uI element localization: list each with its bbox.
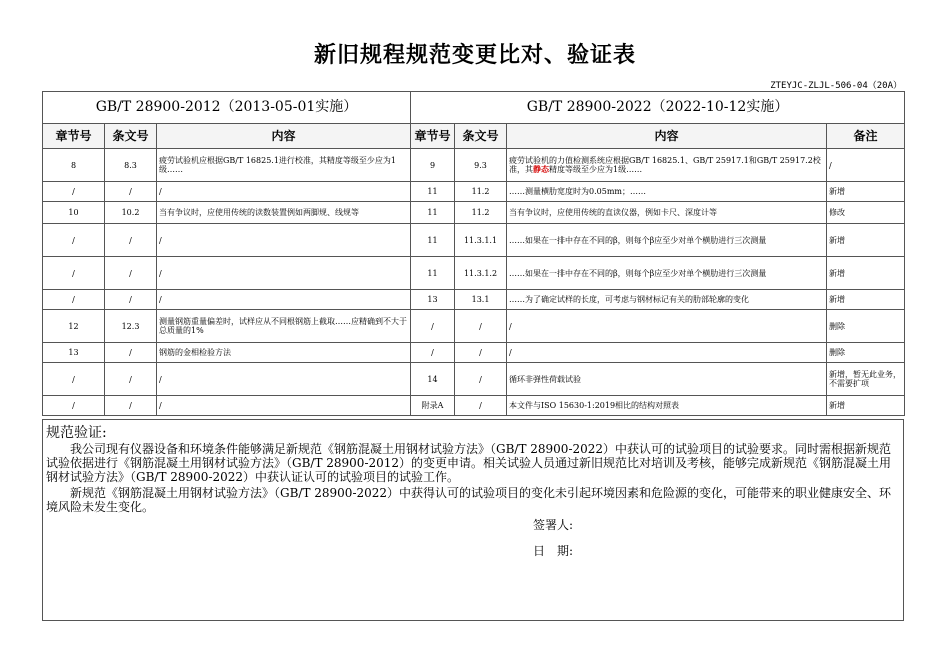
remark: 新增 — [827, 224, 905, 257]
old-chapter: / — [43, 396, 105, 416]
new-clause: 9.3 — [455, 149, 507, 182]
table-row — [43, 224, 905, 257]
old-clause: / — [105, 224, 157, 257]
old-chapter: / — [43, 224, 105, 257]
new-chapter: 11 — [411, 182, 455, 202]
old-chapter: 8 — [43, 149, 105, 182]
page-title: 新旧规程规范变更比对、验证表 — [313, 42, 636, 68]
comparison-table — [42, 91, 905, 416]
col-content-new: 内容 — [507, 124, 827, 149]
new-content-part: 疲劳试验机的力值检测系统应根据GB/T 16825.1、GB/T 25917.1和GB/T 25917.2校准，其 — [509, 156, 821, 174]
new-clause: / — [455, 396, 507, 416]
remark: 删除 — [827, 343, 905, 363]
new-chapter: 11 — [411, 202, 455, 224]
verification-section — [42, 419, 904, 621]
table-row — [43, 310, 905, 343]
new-clause: 11.2 — [455, 182, 507, 202]
new-content-part: 精度等级至少应为1级…… — [549, 165, 643, 174]
col-clause: 条文号 — [105, 124, 157, 149]
table-row — [43, 202, 905, 224]
old-clause: / — [105, 396, 157, 416]
new-content: 本文件与ISO 15630-1:2019相比的结构对照表 — [507, 396, 827, 416]
document-code: ZTEYJC-ZLJL-506-04（20A） — [770, 81, 902, 91]
old-content: 疲劳试验机应根据GB/T 16825.1进行校准，其精度等级至少应为1级…… — [157, 149, 411, 182]
col-content: 内容 — [157, 124, 411, 149]
new-chapter: 13 — [411, 290, 455, 310]
new-content: ……测量横肋宽度时为0.05mm；…… — [507, 182, 827, 202]
new-chapter: 11 — [411, 224, 455, 257]
col-chapter-new: 章节号 — [411, 124, 455, 149]
table-row — [43, 149, 905, 182]
old-content: 钢筋的金相检验方法 — [157, 343, 411, 363]
old-chapter: / — [43, 290, 105, 310]
new-chapter: 附录A — [411, 396, 455, 416]
old-chapter: / — [43, 182, 105, 202]
old-content: 测量钢筋重量偏差时，试样应从不同根钢筋上截取……应精确到不大于总质量的1% — [157, 310, 411, 343]
verification-paragraph-2: 新规范《钢筋混凝土用钢材试验方法》（GB/T 28900-2022）中获得认可的试验项目的变化未引起环境因素和危险源的变化，可能带来的职业健康安全、环境风险未发生变化。 — [46, 486, 892, 514]
old-clause: / — [105, 182, 157, 202]
remark: / — [827, 149, 905, 182]
new-clause: 11.2 — [455, 202, 507, 224]
table-row — [43, 290, 905, 310]
old-chapter: 12 — [43, 310, 105, 343]
table-row — [43, 343, 905, 363]
old-content: / — [157, 224, 411, 257]
new-content — [507, 149, 827, 182]
verification-paragraph-1: 我公司现有仪器设备和环境条件能够满足新规范《钢筋混凝土用钢材试验方法》（GB/T 28900-2022）中获认可的试验项目的试验要求。同时需根据新规范试验依据进行《钢筋混凝土用钢材试验方法》（GB/T 28900-2012）的变更申请。相关试验人员通过新旧规范比对培训及考核，能够完成新规范《钢筋混凝土用钢材试验方法》（GB/T 28900-2022）中获认证认可的试验项目的试验工作。 — [46, 442, 892, 484]
new-clause: 11.3.1.1 — [455, 224, 507, 257]
remark: 新增 — [827, 182, 905, 202]
new-clause: 13.1 — [455, 290, 507, 310]
old-content: / — [157, 257, 411, 290]
table-row — [43, 363, 905, 396]
new-chapter: / — [411, 343, 455, 363]
new-clause: 11.3.1.2 — [455, 257, 507, 290]
new-content: 当有争议时，应使用传统的直读仪器，例如卡尺、深度计等 — [507, 202, 827, 224]
new-content: ……如果在一排中存在不同的β，则每个β应至少对单个横肋进行三次测量 — [507, 224, 827, 257]
old-clause: / — [105, 343, 157, 363]
new-chapter: / — [411, 310, 455, 343]
old-clause: 10.2 — [105, 202, 157, 224]
new-chapter: 9 — [411, 149, 455, 182]
old-chapter: / — [43, 363, 105, 396]
date-label: 日 期: — [533, 544, 574, 558]
new-chapter: 14 — [411, 363, 455, 396]
highlight-text: 静态 — [533, 164, 550, 174]
old-content: / — [157, 396, 411, 416]
col-clause-new: 条文号 — [455, 124, 507, 149]
remark: 新增 — [827, 290, 905, 310]
new-standard-header: GB/T 28900-2022（2022-10-12实施） — [411, 92, 905, 124]
old-content: / — [157, 182, 411, 202]
table-row — [43, 396, 905, 416]
table-row — [43, 257, 905, 290]
old-clause: / — [105, 290, 157, 310]
remark: 新增 — [827, 396, 905, 416]
new-content: 循环非弹性荷载试验 — [507, 363, 827, 396]
verification-title: 规范验证: — [46, 425, 107, 441]
new-clause: / — [455, 363, 507, 396]
remark: 修改 — [827, 202, 905, 224]
old-clause: / — [105, 363, 157, 396]
old-clause: 12.3 — [105, 310, 157, 343]
table-row — [43, 182, 905, 202]
new-content: / — [507, 310, 827, 343]
old-content: / — [157, 290, 411, 310]
old-content: / — [157, 363, 411, 396]
remark: 删除 — [827, 310, 905, 343]
col-chapter: 章节号 — [43, 124, 105, 149]
old-standard-header: GB/T 28900-2012（2013-05-01实施） — [43, 92, 411, 124]
remark: 新增 — [827, 257, 905, 290]
remark: 新增，暂无此业务，不需要扩项 — [827, 363, 905, 396]
old-chapter: / — [43, 257, 105, 290]
new-clause: / — [455, 343, 507, 363]
old-content: 当有争议时，应使用传统的读数装置例如两脚规、线规等 — [157, 202, 411, 224]
new-chapter: 11 — [411, 257, 455, 290]
old-clause: 8.3 — [105, 149, 157, 182]
signer-label: 签署人: — [533, 518, 574, 532]
col-remark: 备注 — [827, 124, 905, 149]
new-content: ……如果在一排中存在不同的β，则每个β应至少对单个横肋进行三次测量 — [507, 257, 827, 290]
new-clause: / — [455, 310, 507, 343]
old-chapter: 13 — [43, 343, 105, 363]
old-chapter: 10 — [43, 202, 105, 224]
new-content: ……为了确定试样的长度，可考虑与钢材标记有关的肋部轮廓的变化 — [507, 290, 827, 310]
old-clause: / — [105, 257, 157, 290]
new-content: / — [507, 343, 827, 363]
